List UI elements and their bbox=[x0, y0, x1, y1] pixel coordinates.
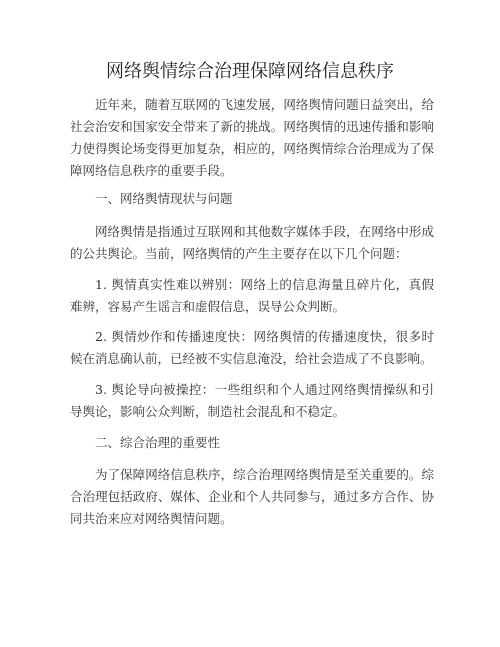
list-item-3: 3. 舆论导向被操控：一些组织和个人通过网络舆情操纵和引导舆论，影响公众判断，制造社会混乱和不稳定。 bbox=[70, 382, 434, 419]
list-item-1: 1. 舆情真实性难以辨别：网络上的信息海量且碎片化，真假难辨，容易产生谣言和虚假信息，误导公众判断。 bbox=[70, 277, 434, 314]
document-title: 网络舆情综合治理保障网络信息秩序 bbox=[106, 61, 394, 82]
intro-paragraph: 近年来，随着互联网的飞速发展，网络舆情问题日益突出，给社会治安和国家安全带来了新的挑战。网络舆情的迅速传播和影响力使得舆论场变得更加复杂，相应的，网络舆情综合治理成为了保障网络信息秩序的重要手段。 bbox=[70, 97, 434, 178]
section-1-heading: 一、网络舆情现状与问题 bbox=[95, 191, 233, 206]
section-1-paragraph: 网络舆情是指通过互联网和其他数字媒体手段，在网络中形成的公共舆论。当前，网络舆情的产生主要存在以下几个问题： bbox=[70, 224, 434, 261]
section-2-paragraph: 为了保障网络信息秩序，综合治理网络舆情是至关重要的。综合治理包括政府、媒体、企业和个人共同参与，通过多方合作、协同共治来应对网络舆情问题。 bbox=[70, 467, 434, 526]
section-2-heading: 二、综合治理的重要性 bbox=[95, 435, 221, 450]
list-item-2: 2. 舆情炒作和传播速度快：网络舆情的传播速度快，很多时候在消息确认前，已经被不实信息淹没，给社会造成了不良影响。 bbox=[70, 329, 434, 366]
